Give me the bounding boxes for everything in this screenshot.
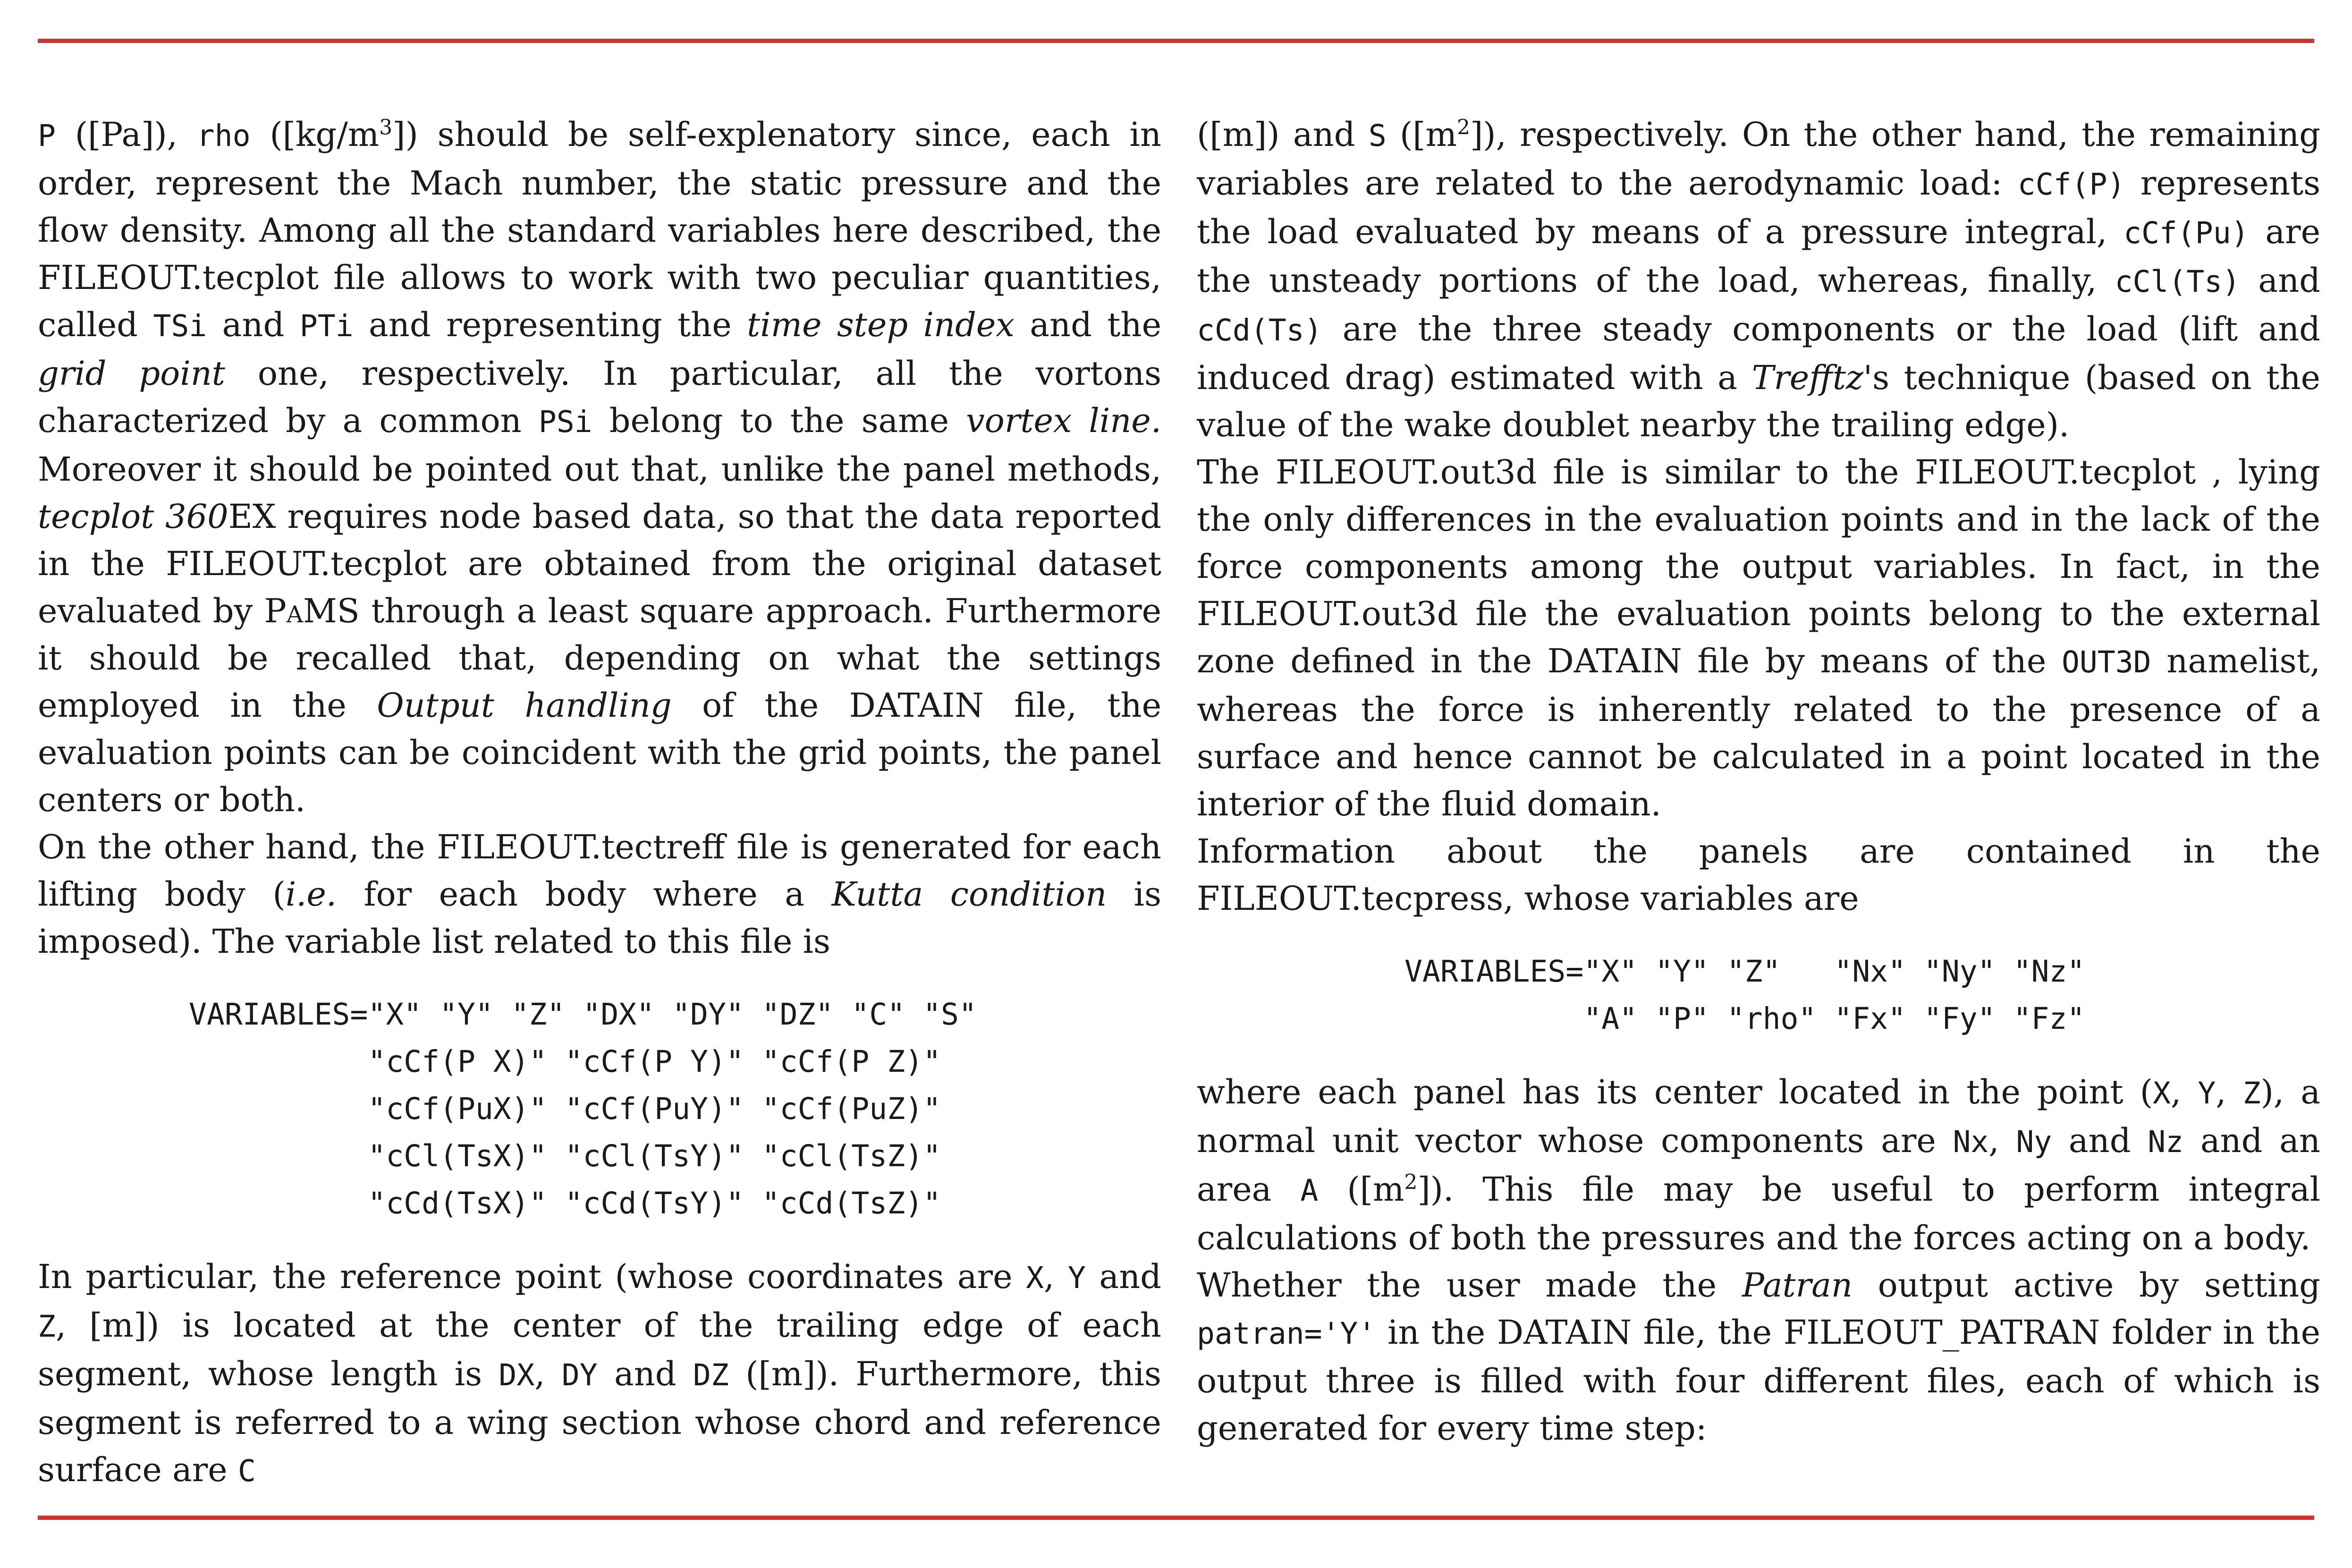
paragraph: On the other hand, the FILEOUT.tectreff file is generated for each lifting body (i.e. for each body where a Kutta condition is imposed). The variable list related to this file is — [38, 828, 1161, 961]
paragraph: ([m]) and S $([m^2])$, respectively. On the other hand, the remaining variables are related to the aerodynamic load: cCf(P) represents the load evaluated by means of a pressure integral, cCf(Pu) are the unsteady portions of the load, whereas, finally, cCl(Ts) and cCd(Ts) are the three steady components or the load (lift and induced drag) estimated with a Trefftz's technique (based on the value of the wake doublet nearby the trailing edge). — [1197, 115, 2321, 444]
top-rule — [38, 39, 2314, 43]
right-column — [1197, 111, 2320, 1452]
paragraph: where each panel has its center located in the point (X, Y, Z), a normal unit vector whose components are Nx, Ny and Nz and an area A $([m^2])$. This file may be useful to perform integral calculations of both the pressures and the forces acting on a body. — [1197, 1073, 2321, 1257]
paragraph: In particular, the reference point (whose coordinates are X, Y and Z, [m]) is located at the center of the trailing edge of each segment, whose length is DX, DY and DZ ([m]). Furthermore, this segment is referred to a wing section whose chord and reference surface are C — [38, 1257, 1161, 1489]
code-block-variables: VARIABLES="X" "Y" "Z" "DX" "DY" "DZ" "C" "S" "cCf(P X)" "cCf(P Y)" "cCf(P Z)" "cCf(PuX)" "cCf(PuY)" "cCf(PuZ)" "cCl(TsX)" "cCl(TsY)" "cCl(TsZ)" "cCd(TsX)" "cCd(TsY)" "cCd(TsZ)" — [189, 997, 977, 1220]
left-column — [38, 111, 1161, 1495]
bottom-rule — [38, 1516, 2314, 1520]
code-block-variables: VARIABLES="X" "Y" "Z" "Nx" "Ny" "Nz" "A" "P" "rho" "Fx" "Fy" "Fz" — [1404, 954, 2085, 1036]
paragraph: The FILEOUT.out3d file is similar to the FILEOUT.tecplot , lying the only differences in the evaluation points and in the lack of the force components among the output variables. In fact, in the FILEOUT.out3d file the evaluation points belong to the external zone defined in the DATAIN file by means of the OUT3D namelist, whereas the force is inherently related to the presence of a surface and hence cannot be calculated in a point located in the interior of the fluid domain. — [1197, 453, 2320, 823]
paragraph: P ([Pa]), rho $([kg/m^3])$ should be self-explenatory since, each in order, represent the Mach number, the static pressure and the flow density. Among all the standard variables here described, the FILEOUT.tecplot file allows to work with two peculiar quantities, called TSi and PTi and representing the time step index and the grid point one, respectively. In particular, all the vortons characterized by a common PSi belong to the same vortex line. Moreover it should be pointed out that, unlike the panel methods, tecplot 360EX requires node based data, so that the data reported in the FILEOUT.tecplot are obtained from the original dataset evaluated by PaMS through a least square approach. Furthermore it should be recalled that, depending on what the settings employed in the Output handling of the DATAIN file, the evaluation points can be coincident with the grid points, the panel centers or both. — [38, 115, 1162, 819]
paragraph: Information about the panels are contained in the FILEOUT.tecpress, whose variables are — [1197, 832, 2320, 918]
paragraph: Whether the user made the Patran output active by setting patran='Y' in the DATAIN file, the FILEOUT_PATRAN folder in the output three is filled with four different files, each of which is generated for every time step: — [1197, 1266, 2320, 1448]
